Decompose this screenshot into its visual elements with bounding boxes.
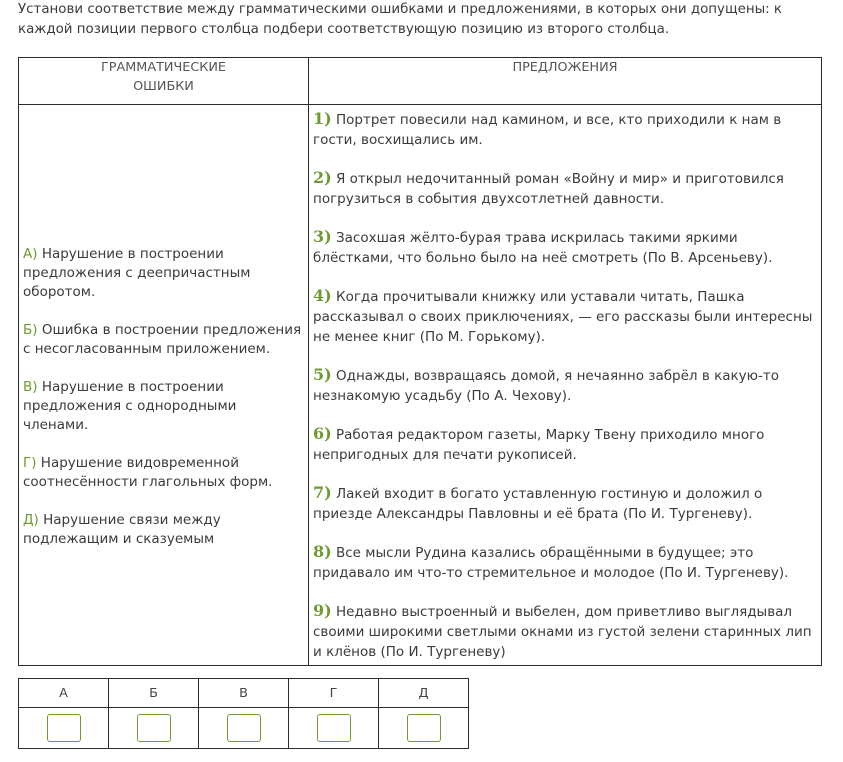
error-item-b [23,321,302,359]
answer-header-row [19,679,469,708]
sentence-text: Все мысли Рудина казались обращёнными в будущее; это придавало им что-то стремительное и молодое (По И. Тургеневу). [313,545,789,581]
sentence-item-6 [313,424,817,465]
sentence-item-1 [313,109,817,150]
sentence-text: Я открыл недочитанный роман «Войну и мир» и приготовился погрузиться в события двухсотлетней давности. [313,171,784,207]
errors-cell [19,105,309,666]
sentence-text: Недавно выстроенный и выбелен, дом приветливо выглядывал своими широкими светлыми окнами из густой зелени старинных лип и клёнов (По И. Тургеневу) [313,604,812,660]
table-body-row [19,105,822,666]
matching-table [18,57,822,666]
header-sentences: ПРЕДЛОЖЕНИЯ [309,58,822,105]
error-item-g [23,454,302,492]
sentence-number: 2) [313,168,332,187]
sentence-text: Засохшая жёлто-бурая трава искрилась такими яркими блёстками, что больно было на неё смотреть (По В. Арсеньеву). [313,230,773,266]
answer-table [18,678,469,749]
answer-input-row [19,708,469,749]
error-text: Нарушение в построении предложения с деепричастным оборотом. [23,246,251,300]
error-marker: Г) [23,455,37,471]
sentence-text: Портрет повесили над камином, и все, кто приходили к нам в гости, восхищались им. [313,112,782,148]
sentence-text: Лакей входит в богато уставленную гостиную и доложил о приезде Александры Павловны и её брата (По И. Тургеневу). [313,486,763,522]
sentence-item-3 [313,227,817,268]
task-instruction: Установи соответствие между грамматическими ошибками и предложениями, в которых они допущены: к каждой позиции первого столбца подбери соответствующую позицию из второго столбца. [18,2,783,37]
error-item-v [23,378,302,435]
answer-input-d[interactable] [407,714,441,742]
answer-cell-g [289,708,379,749]
sentence-item-8 [313,542,817,583]
sentence-item-9 [313,601,817,662]
answer-letter-d: Д [379,679,469,708]
sentence-number: 4) [313,286,332,305]
header-errors-line2: ОШИБКИ [133,79,194,94]
sentence-number: 1) [313,109,332,128]
error-text: Нарушение видовременной соотнесённости глагольных форм. [23,455,273,490]
answer-input-g[interactable] [317,714,351,742]
answer-cell-a [19,708,109,749]
sentence-text: Работая редактором газеты, Марку Твену приходило много непригодных для печати рукописей. [313,427,765,463]
answer-input-a[interactable] [47,714,81,742]
error-item-d [23,511,302,549]
sentence-item-2 [313,168,817,209]
answer-letter-b: Б [109,679,199,708]
header-errors [19,58,309,105]
answer-letter-g: Г [289,679,379,708]
sentence-item-7 [313,483,817,524]
answer-cell-d [379,708,469,749]
answer-cell-v [199,708,289,749]
sentence-number: 5) [313,365,332,384]
sentence-number: 6) [313,424,332,443]
sentence-text: Когда прочитывали книжку или уставали читать, Пашка рассказывал о своих приключениях, — его рассказы были интересны не менее книг (По М. Горькому). [313,289,813,345]
answer-letter-v: В [199,679,289,708]
answer-input-v[interactable] [227,714,261,742]
errors-list [23,245,302,549]
sentence-number: 7) [313,483,332,502]
answer-letter-a: А [19,679,109,708]
error-marker: В) [23,379,38,395]
error-marker: А) [23,246,38,262]
error-item-a [23,245,302,302]
error-marker: Д) [23,512,39,528]
sentences-cell [309,105,822,666]
answer-input-b[interactable] [137,714,171,742]
error-text: Нарушение в построении предложения с однородными членами. [23,379,237,433]
header-errors-line1: ГРАММАТИЧЕСКИЕ [100,60,227,75]
sentence-number: 8) [313,542,332,561]
sentence-item-5 [313,365,817,406]
error-marker: Б) [23,322,38,338]
table-header-row [19,58,822,105]
sentence-number: 9) [313,601,332,620]
error-text: Нарушение связи между подлежащим и сказуемым [23,512,221,547]
sentence-number: 3) [313,227,332,246]
error-text: Ошибка в построении предложения с несогласованным приложением. [23,322,302,357]
sentence-item-4 [313,286,817,347]
answer-cell-b [109,708,199,749]
sentence-text: Однажды, возвращаясь домой, я нечаянно забрёл в какую-то незнакомую усадьбу (По А. Чехову). [313,368,780,404]
